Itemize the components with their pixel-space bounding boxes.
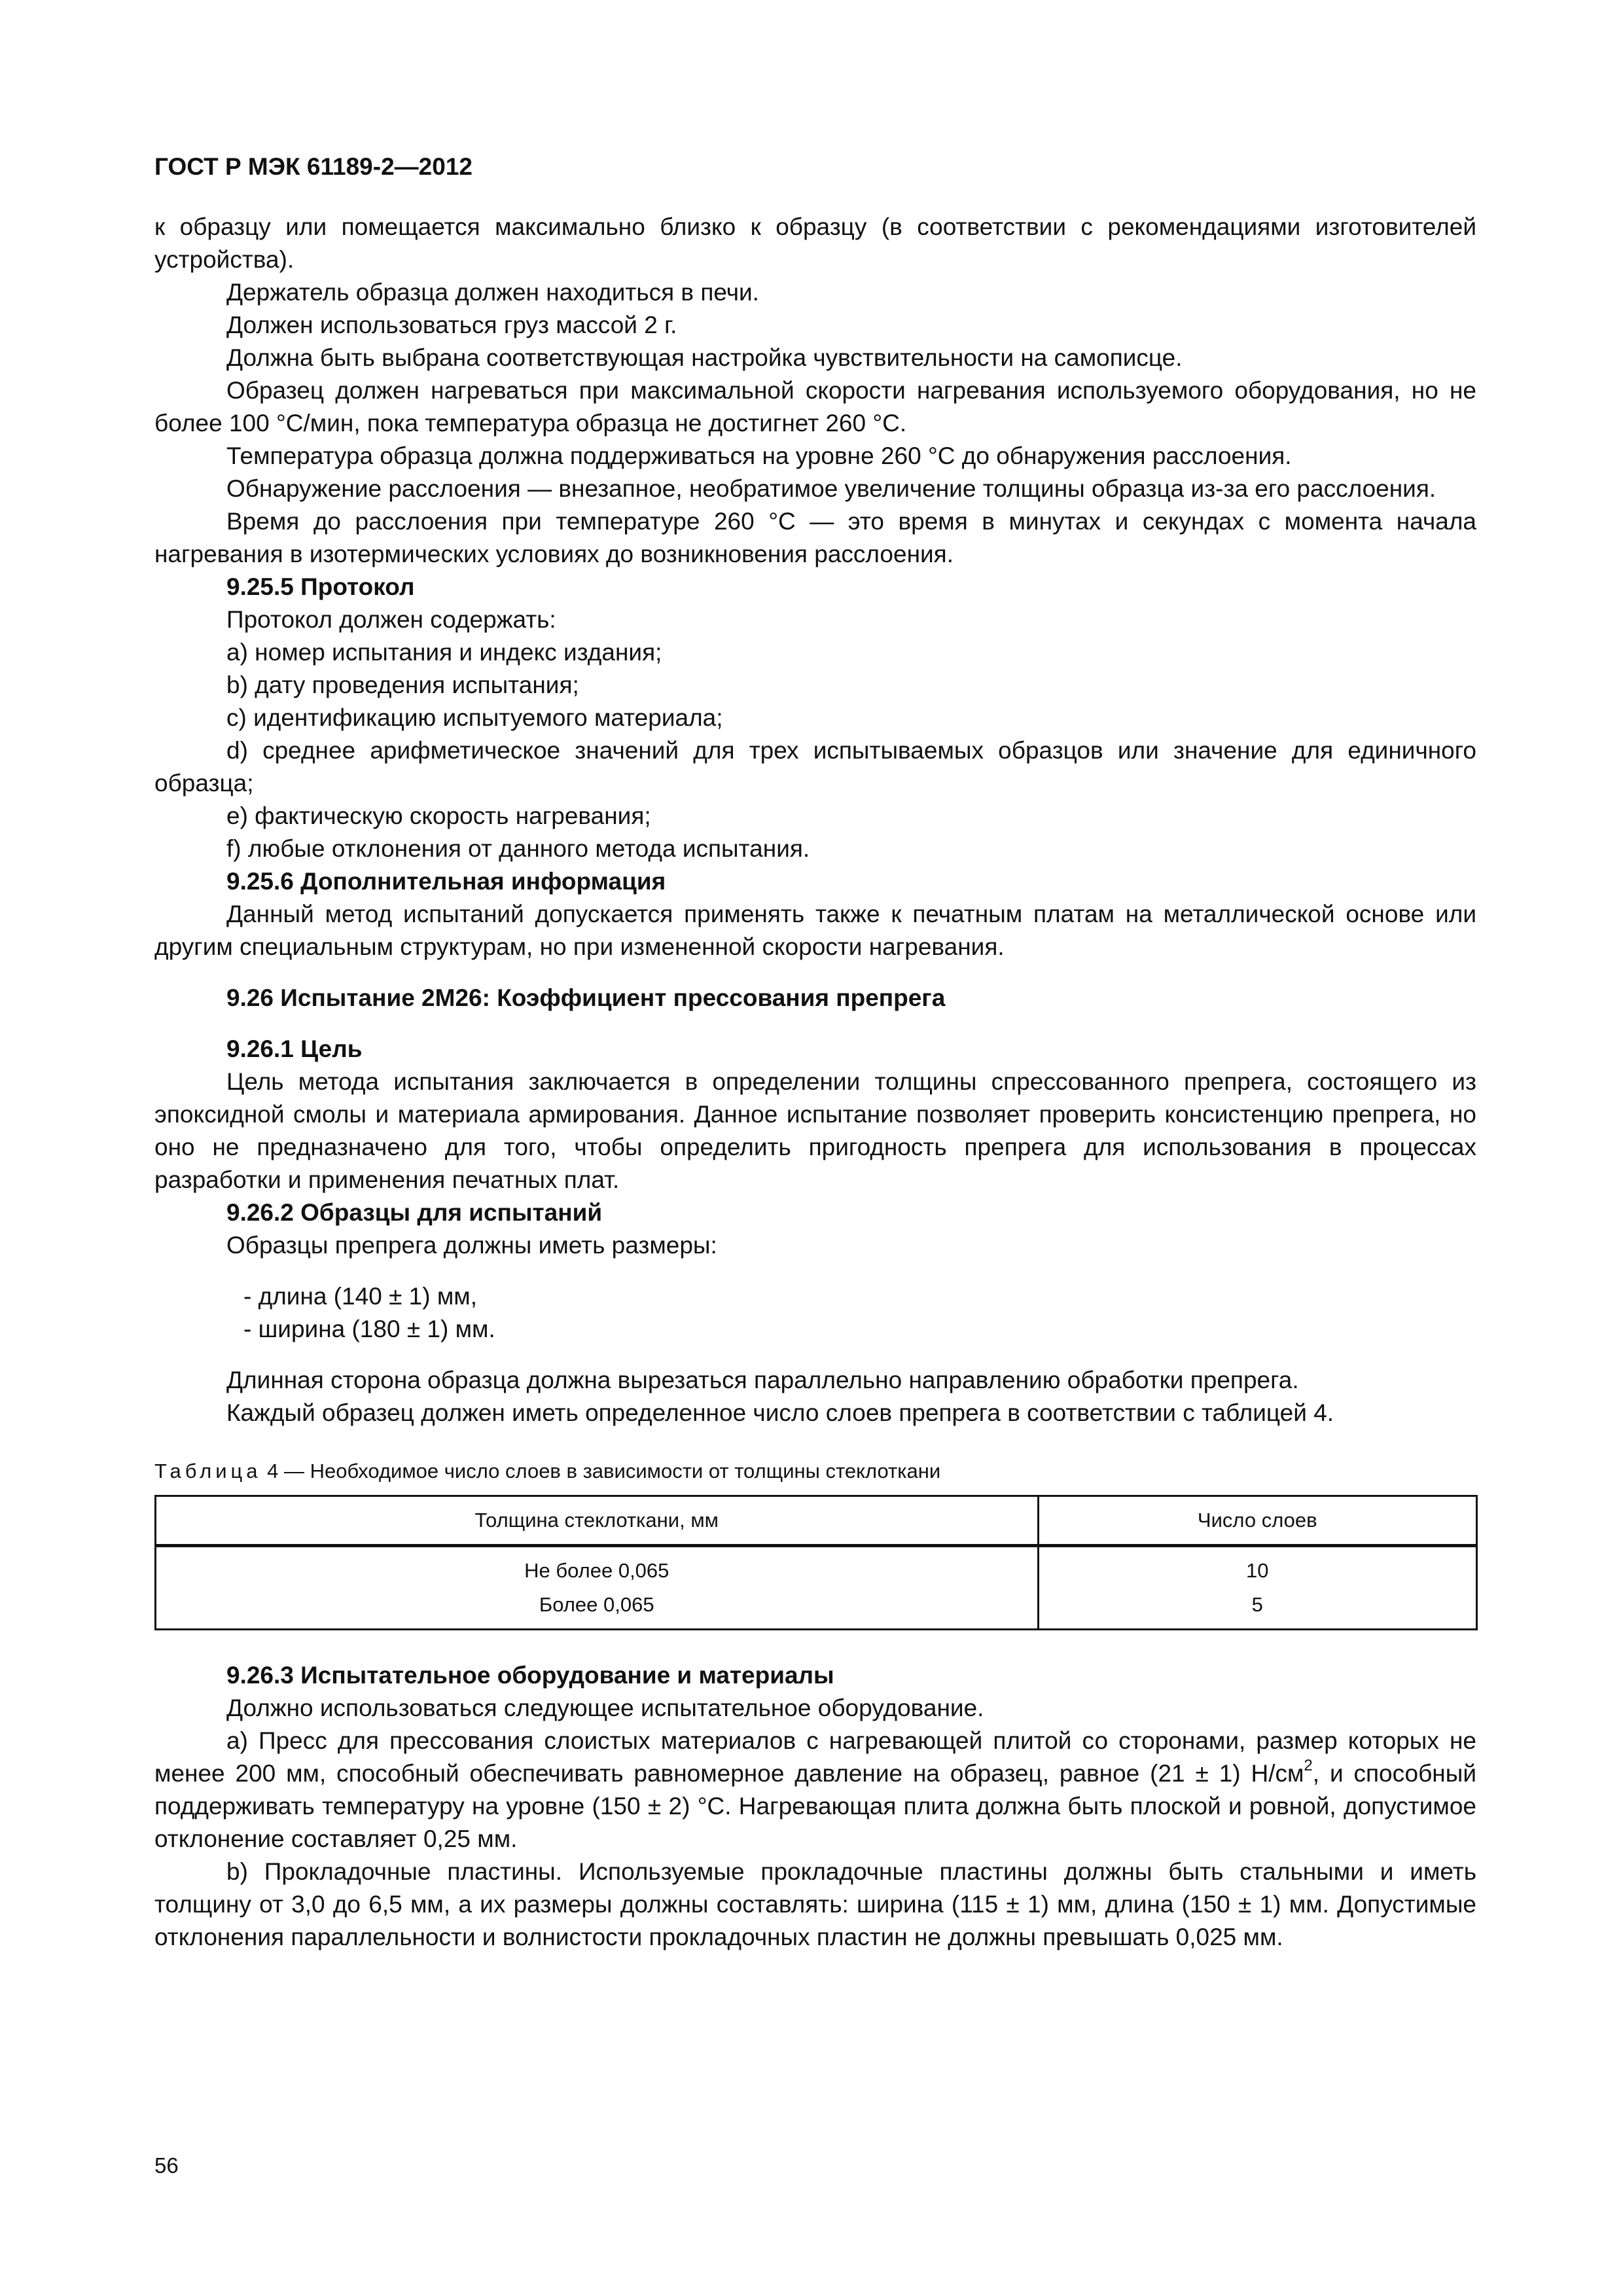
table-caption xyxy=(154,1458,1476,1484)
paragraph: Держатель образца должен находиться в печи. xyxy=(226,279,759,306)
paragraph: Температура образца должна поддерживаться на уровне 260 °С до обнаружения расслоения. xyxy=(226,442,1292,469)
document-header: ГОСТ Р МЭК 61189-2—2012 xyxy=(154,153,473,180)
section-heading-9-26-3: 9.26.3 Испытательное оборудование и материалы xyxy=(226,1662,834,1689)
table-4 xyxy=(154,1495,1478,1630)
table-header-cell: Число слоев xyxy=(1038,1496,1476,1546)
table-cell: Не более 0,065 xyxy=(156,1546,1039,1588)
list-item: a) номер испытания и индекс издания; xyxy=(226,639,662,666)
table-header-row xyxy=(156,1496,1477,1546)
paragraph: к образцу или помещается максимально близко к образцу (в соответствии с рекомендациями изготовителей устройства). xyxy=(154,213,1476,273)
paragraph: Время до расслоения при температуре 260 °С — это время в минутах и секундах с момента начала нагревания в изотермических условиях до возникновения расслоения. xyxy=(154,508,1476,567)
list-item: - ширина (180 ± 1) мм. xyxy=(243,1316,495,1342)
section-heading-9-26: 9.26 Испытание 2М26: Коэффициент прессования препрега xyxy=(226,984,946,1011)
table-row xyxy=(156,1546,1477,1588)
paragraph: Обнаружение расслоения — внезапное, необратимое увеличение толщины образца из-за его расслоения. xyxy=(226,475,1436,502)
item-a-text-cont: , и способный поддерживать температуру на уровне (150 ± 2) °С. Нагревающая плита должна быть плоской и ровной, допустимое отклонение составляет 0,25 мм. xyxy=(154,1760,1476,1852)
list-item: c) идентификацию испытуемого материала; xyxy=(226,704,723,731)
table-caption-text: 4 — Необходимое число слоев в зависимости от толщины стеклоткани xyxy=(261,1460,941,1482)
item-a-text: a) Пресс для прессования слоистых материалов с нагревающей плитой со сторонами, размер которых не менее 200 мм, способный обеспечивать равномерное давление на образец, равное (21 ± 1) Н/см xyxy=(154,1727,1476,1787)
paragraph: Должен использоваться груз массой 2 г. xyxy=(226,312,677,338)
paragraph: Данный метод испытаний допускается применять также к печатным платам на металлической основе или другим специальным структурам, но при измененной скорости нагревания. xyxy=(154,901,1476,960)
list-item: e) фактическую скорость нагревания; xyxy=(226,802,651,829)
list-item: f) любые отклонения от данного метода испытания. xyxy=(226,835,810,862)
list-item: d) среднее арифметическое значений для трех испытываемых образцов или значение для единичного образца; xyxy=(154,737,1476,797)
list-item: b) дату проведения испытания; xyxy=(226,672,579,698)
section-heading-9-26-2: 9.26.2 Образцы для испытаний xyxy=(226,1199,603,1226)
section-heading-9-25-6: 9.25.6 Дополнительная информация xyxy=(226,868,666,895)
list-item: - длина (140 ± 1) мм, xyxy=(243,1283,477,1310)
table-header-cell: Толщина стеклоткани, мм xyxy=(156,1496,1039,1546)
paragraph: Образец должен нагреваться при максимальной скорости нагревания используемого оборудования, но не более 100 °С/мин, пока температура образца не достигнет 260 °С. xyxy=(154,377,1476,437)
table-cell: Более 0,065 xyxy=(156,1588,1039,1630)
section-heading-9-25-5: 9.25.5 Протокол xyxy=(226,573,415,600)
paragraph: Цель метода испытания заключается в определении толщины спрессованного препрега, состоящего из эпоксидной смолы и материала армирования. Данное испытание позволяет проверить консистенцию препрега, но оно не предназначено для того, чтобы определить пригодность препрега для использования в процессах разработки и применения печатных плат. xyxy=(154,1068,1476,1193)
superscript: 2 xyxy=(1304,1756,1313,1774)
paragraph: Должно использоваться следующее испытательное оборудование. xyxy=(226,1695,984,1721)
table-caption-label: Таблица xyxy=(154,1460,262,1482)
page-number: 56 xyxy=(154,2153,179,2178)
section-heading-9-26-1: 9.26.1 Цель xyxy=(226,1035,363,1062)
paragraph: Протокол должен содержать: xyxy=(226,606,556,633)
paragraph: Должна быть выбрана соответствующая настройка чувствительности на самописце. xyxy=(226,344,1183,371)
document-page xyxy=(154,152,1476,1954)
table-row xyxy=(156,1588,1477,1630)
paragraph: b) Прокладочные пластины. Используемые прокладочные пластины должны быть стальными и иметь толщину от 3,0 до 6,5 мм, а их размеры должны составлять: ширина (115 ± 1) мм, длина (150 ± 1) мм. Допустимые отклонения параллельности и волнистости прокладочных пластин не должны превышать 0,025 мм. xyxy=(154,1858,1476,1950)
table-cell: 5 xyxy=(1038,1588,1476,1630)
paragraph: Длинная сторона образца должна вырезаться параллельно направлению обработки препрега. xyxy=(226,1367,1299,1393)
table-cell: 10 xyxy=(1038,1546,1476,1588)
paragraph: Образцы препрега должны иметь размеры: xyxy=(226,1232,717,1259)
paragraph: Каждый образец должен иметь определенное число слоев препрега в соответствии с таблицей 4. xyxy=(226,1399,1334,1426)
paragraph xyxy=(154,1725,1476,1856)
